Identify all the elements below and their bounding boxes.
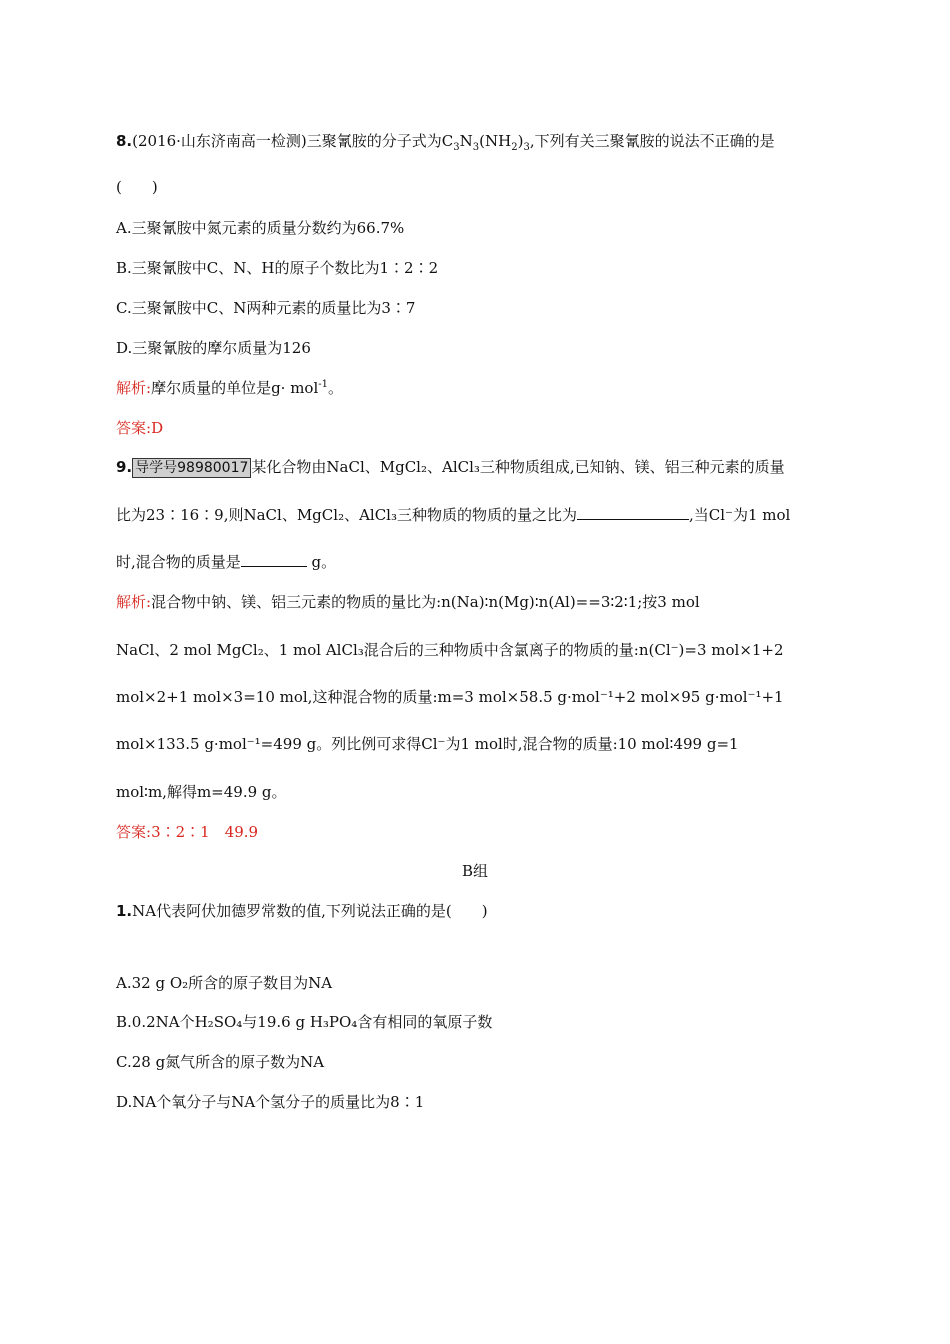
q8-number: 8.	[116, 132, 133, 150]
b1-option-b: B.0.2NA个H₂SO₄与19.6 g H₃PO₄含有相同的氧原子数	[116, 1013, 493, 1031]
q8-answer: 答案:D	[116, 419, 164, 437]
q9-analysis-line1: 解析:混合物中钠、镁、铝三元素的物质的量比为:n(Na)∶n(Mg)∶n(Al)==3∶2∶1;按3 mol	[116, 593, 700, 611]
q8-stem: 8.(2016·山东济南高一检测)三聚氰胺的分子式为$C_3N_3(NH_2)_3$,下列有关三聚氰胺的说法不正确的是	[116, 132, 775, 153]
group-b-title: B组	[461, 862, 489, 880]
q9-analysis-line3: mol×2+1 mol×3=10 mol,这种混合物的质量:m=3 mol×58.5 g·mol⁻¹+2 mol×95 g·mol⁻¹+1	[116, 688, 784, 706]
analysis-label: 解析:	[116, 379, 152, 397]
q9-answer: 答案:3∶2∶1 49.9	[116, 823, 259, 841]
q8-answer-paren: ( )	[116, 178, 158, 196]
analysis-label: 解析:	[116, 593, 152, 611]
b1-number: 1.	[116, 902, 133, 920]
q9-analysis-line5: mol∶m,解得m=49.9 g。	[116, 783, 287, 801]
q9-stem-line1: 9. 导学号98980017 某化合物由NaCl、MgCl₂、AlCl₃三种物质组成,已知钠、镁、铝三种元素的质量	[116, 458, 785, 476]
answer-blank-ratio[interactable]	[577, 505, 689, 520]
b1-option-a: A.32 g O₂所含的原子数目为NA	[116, 974, 333, 992]
b1-option-c: C.28 g氮气所含的原子数为NA	[116, 1053, 325, 1071]
b1-stem: 1.NA代表阿伏加德罗常数的值,下列说法正确的是( )	[116, 902, 488, 920]
q8-analysis: 解析:摩尔质量的单位是g· mol$^{-1}$。	[116, 379, 344, 397]
q8-option-a: A.三聚氰胺中氮元素的质量分数约为66.7%	[116, 219, 405, 237]
b1-option-d: D.NA个氧分子与NA个氢分子的质量比为8∶1	[116, 1093, 425, 1111]
q8-option-d: D.三聚氰胺的摩尔质量为126	[116, 339, 311, 357]
q9-analysis-line2: NaCl、2 mol MgCl₂、1 mol AlCl₃混合后的三种物质中含氯离子的物质的量:n(Cl⁻)=3 mol×1+2	[116, 641, 784, 659]
q8-option-c: C.三聚氰胺中C、N两种元素的质量比为3∶7	[116, 299, 416, 317]
q9-analysis-line4: mol×133.5 g·mol⁻¹=499 g。列比例可求得Cl⁻为1 mol时,混合物的质量:10 mol∶499 g=1	[116, 735, 739, 753]
question-id-tag[interactable]: 导学号98980017	[132, 458, 251, 478]
q8-option-b: B.三聚氰胺中C、N、H的原子个数比为1∶2∶2	[116, 259, 439, 277]
q9-stem-line3: 时,混合物的质量是 g。	[116, 553, 337, 571]
answer-blank-mass[interactable]	[241, 552, 307, 567]
q9-stem-line2: 比为23∶16∶9,则NaCl、MgCl₂、AlCl₃三种物质的物质的量之比为 ,当Cl⁻为1 mol	[116, 506, 791, 524]
q9-number: 9.	[116, 458, 133, 476]
